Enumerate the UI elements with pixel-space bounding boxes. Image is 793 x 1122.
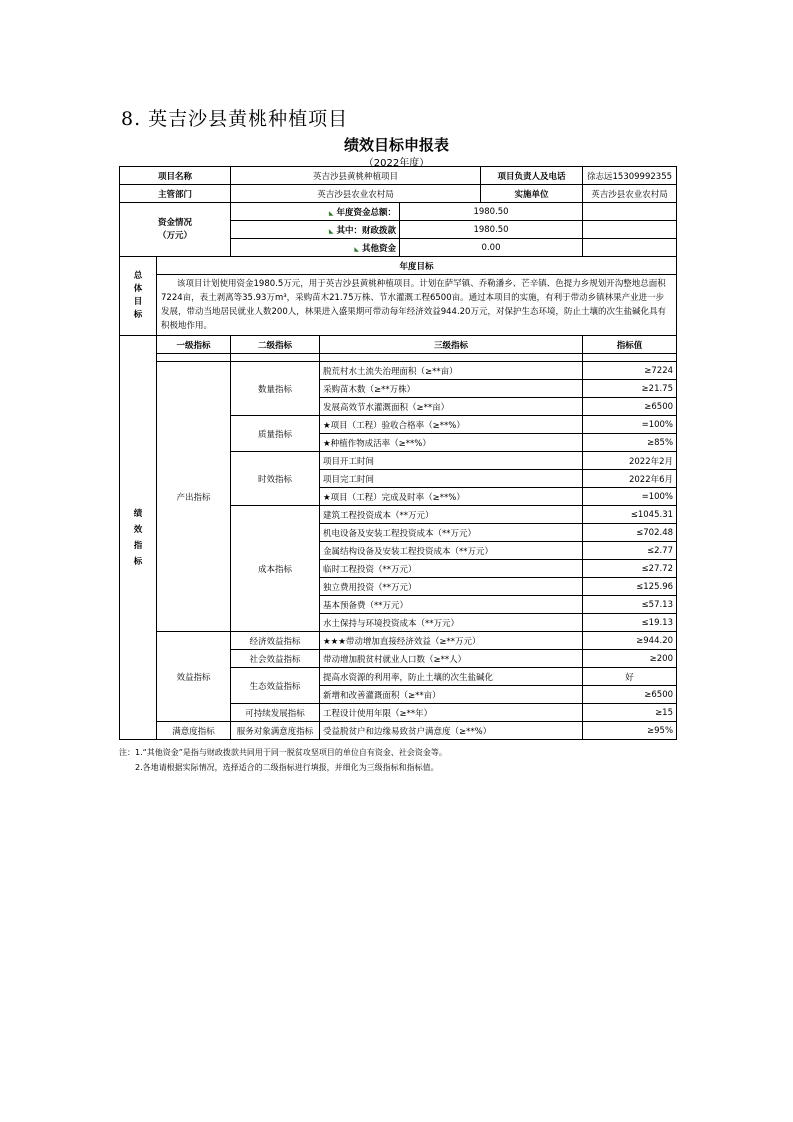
indicator-value: 2022年2月	[583, 452, 677, 470]
indicator-value: ≥85%	[583, 434, 677, 452]
funds-fiscal-label	[231, 221, 400, 239]
indicator-name: 脱荒村水土流失治理面积（≥**亩）	[320, 362, 583, 380]
indicator-name: 采购苗木数（≥**万株）	[320, 380, 583, 398]
cat-quantity: 数量指标	[231, 362, 320, 416]
funds-total-value: 1980.50	[400, 203, 583, 221]
perf-col-value: 指标值	[583, 336, 677, 354]
indicator-name: 水土保持与环境投资成本（**万元）	[320, 614, 583, 632]
performance-form-table	[119, 166, 677, 740]
indicator-name: 新增和改善灌溉面积（≥**亩）	[320, 686, 583, 704]
goal-side-label: 总 体 目 标	[120, 257, 157, 336]
indicator-name: 基本预备费（**万元）	[320, 596, 583, 614]
indicator-value: ≥944.20	[583, 632, 677, 650]
indicator-name: 带动增加脱贫村就业人口数（≥**人）	[320, 650, 583, 668]
funds-label: 资金情况 （万元）	[120, 203, 231, 257]
department-label: 主管部门	[120, 185, 231, 203]
indicator-value: ≥200	[583, 650, 677, 668]
implementing-unit-value: 英吉沙县农业农村局	[583, 185, 677, 203]
goal-header-row	[120, 257, 677, 275]
perf-col-level2: 二级指标	[231, 336, 320, 354]
indicator-value: ≥95%	[583, 722, 677, 740]
level1-output: 产出指标	[157, 362, 231, 632]
spacer-cell	[320, 354, 583, 362]
indicator-name: 受益脱贫户和边缘易致贫户满意度（≥**%）	[320, 722, 583, 740]
indicator-name: 建筑工程投资成本（**万元）	[320, 506, 583, 524]
goal-header: 年度目标	[157, 257, 677, 275]
cell-flag-icon: ◣	[354, 245, 360, 253]
perf-spacer-row	[120, 354, 677, 362]
project-name-label: 项目名称	[120, 167, 231, 185]
project-leader-value: 徐志远15309992355	[583, 167, 677, 185]
form-title: 绩效目标申报表	[343, 136, 449, 154]
indicator-name: 临时工程投资（**万元）	[320, 560, 583, 578]
cat-time: 时效指标	[231, 452, 320, 506]
project-leader-label: 项目负责人及电话	[481, 167, 583, 185]
indicator-name: ★项目（工程）完成及时率（≥**%）	[320, 488, 583, 506]
indicator-value: 好	[583, 668, 677, 686]
funds-other-label	[231, 239, 400, 257]
indicator-name: ★种植作物成活率（≥**%）	[320, 434, 583, 452]
indicator-name: 项目完工时间	[320, 470, 583, 488]
department-value: 英吉沙县农业农村局	[231, 185, 481, 203]
spacer-cell	[231, 354, 320, 362]
form-year: （2022年度）	[363, 158, 430, 169]
spacer-cell	[583, 354, 677, 362]
indicator-value: ≥21.75	[583, 380, 677, 398]
indicator-value: ≥7224	[583, 362, 677, 380]
indicator-value: ≤1045.31	[583, 506, 677, 524]
department-row	[120, 185, 677, 203]
table-row	[120, 362, 677, 380]
indicator-value: 2022年6月	[583, 470, 677, 488]
goal-text: 该项目计划使用资金1980.5万元，用于英吉沙县黄桃种植项目。计划在萨罕镇、乔勒潘乡、芒辛镇、色提力乡规划开沟整地总面积7224亩，表土剥离等35.93万m³，采购苗木21.75万株、节水灌溉工程6500亩。通过本项目的实施，有利于带动乡镇林果产业进一步发展，带动当地居民就业人数200人，林果进入盛果期可带动每年经济效益944.20万元，对保护生态环境，防止土壤的次生盐碱化具有积极地作用。	[157, 275, 677, 336]
goal-text-row	[120, 275, 677, 336]
indicator-name: 提高水资源的利用率，防止土壤的次生盐碱化	[320, 668, 583, 686]
funds-other-blank	[583, 239, 677, 257]
funds-total-label-text: 年度资金总额：	[336, 207, 397, 218]
section-heading: 8. 英吉沙县黄桃种植项目	[121, 108, 349, 130]
project-name-row	[120, 167, 677, 185]
indicator-name: 工程设计使用年限（≥**年）	[320, 704, 583, 722]
funds-fiscal-blank	[583, 221, 677, 239]
funds-other-value: 0.00	[400, 239, 583, 257]
indicator-name: 发展高效节水灌溉面积（≥**亩）	[320, 398, 583, 416]
cell-flag-icon: ◣	[328, 209, 334, 217]
spacer-cell	[157, 354, 231, 362]
indicator-value: ≤2.77	[583, 542, 677, 560]
indicator-value: ≥15	[583, 704, 677, 722]
footnote-1: 注：1.“其他资金”是指与财政拨款共同用于同一脱贫攻坚项目的单位自有资金、社会资金等。	[119, 748, 447, 757]
cat-eco: 生态效益指标	[231, 668, 320, 704]
funds-total-blank	[583, 203, 677, 221]
funds-fiscal-value: 1980.50	[400, 221, 583, 239]
indicator-value: =100%	[583, 488, 677, 506]
indicator-value: ≤57.13	[583, 596, 677, 614]
perf-side-label: 绩 效 指 标	[120, 336, 157, 740]
footnotes	[119, 745, 447, 775]
indicator-value: ≤19.13	[583, 614, 677, 632]
indicator-name: 机电设备及安装工程投资成本（**万元）	[320, 524, 583, 542]
funds-other-label-text: 其他资金	[362, 243, 397, 254]
indicator-value: ≤27.72	[583, 560, 677, 578]
cat-quality: 质量指标	[231, 416, 320, 452]
indicator-value: ≥6500	[583, 398, 677, 416]
indicator-value: ≤125.96	[583, 578, 677, 596]
perf-col-level3: 三级指标	[320, 336, 583, 354]
project-name-value: 英吉沙县黄桃种植项目	[231, 167, 481, 185]
implementing-unit-label: 实施单位	[481, 185, 583, 203]
table-row	[120, 722, 677, 740]
indicator-value: =100%	[583, 416, 677, 434]
funds-total-label	[231, 203, 400, 221]
cat-econ: 经济效益指标	[231, 632, 320, 650]
indicator-name: 项目开工时间	[320, 452, 583, 470]
indicator-name: 独立费用投资（**万元）	[320, 578, 583, 596]
cat-service: 服务对象满意度指标	[231, 722, 320, 740]
cell-flag-icon: ◣	[328, 227, 334, 235]
perf-col-level1: 一级指标	[157, 336, 231, 354]
indicator-name: ★项目（工程）验收合格率（≥**%）	[320, 416, 583, 434]
cat-social: 社会效益指标	[231, 650, 320, 668]
indicator-name: ★★★带动增加直接经济效益（≥**万元）	[320, 632, 583, 650]
cat-sustain: 可持续发展指标	[231, 704, 320, 722]
level1-effect: 效益指标	[157, 632, 231, 722]
table-row	[120, 632, 677, 650]
level1-satisfaction: 满意度指标	[157, 722, 231, 740]
indicator-name: 金属结构设备及安装工程投资成本（**万元）	[320, 542, 583, 560]
funds-fiscal-label-text: 其中：财政拨款	[336, 225, 397, 236]
indicator-value: ≥6500	[583, 686, 677, 704]
footnote-2: 2.各地请根据实际情况，选择适合的二级指标进行填报，并细化为三级指标和指标值。	[135, 763, 439, 772]
perf-header-row	[120, 336, 677, 354]
cat-cost: 成本指标	[231, 506, 320, 632]
indicator-value: ≤702.48	[583, 524, 677, 542]
funds-total-row	[120, 203, 677, 221]
